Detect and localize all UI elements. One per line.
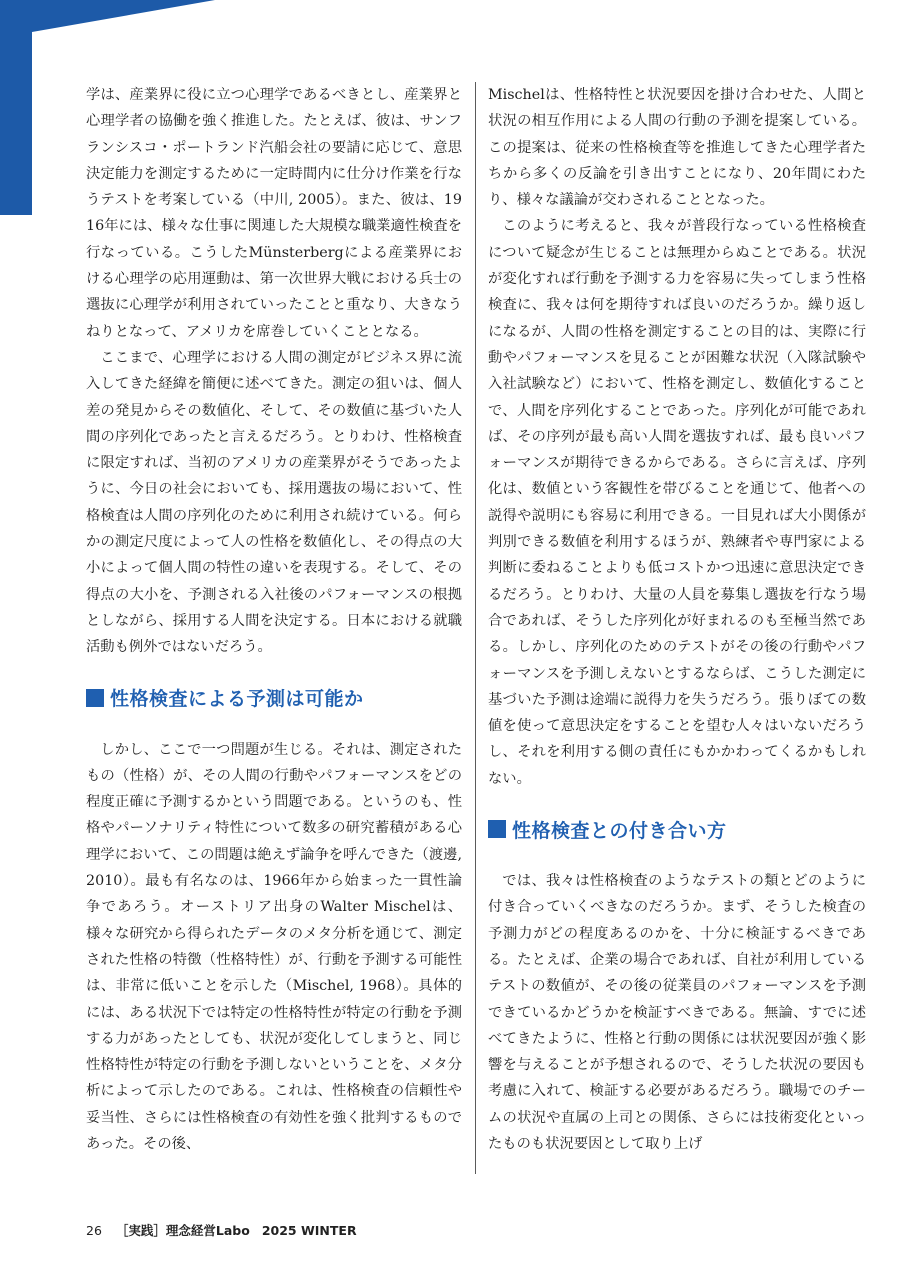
body-paragraph: では、我々は性格検査のようなテストの類とどのように付き合っていくべきなのだろうか。まず、そうした検査の予測力がどの程度あるのかを、十分に検証するべきである。たとえば、企業の場合であれば、自社が利用しているテストの数値が、その後の従業員のパフォーマンスを予測できているかどうかを検証すべきである。無論、すでに述べてきたように、性格と行動の関係には状況要因が強く影響を与えることが予想されるので、そうした状況の要因も考慮に入れて、検証する必要があるだろう。職場でのチームの状況や直属の上司との関係、さらには技術変化といったものも状況要因として取り上げ bbox=[488, 873, 866, 1152]
section-heading bbox=[488, 814, 866, 844]
section-heading-text: 性格検査との付き合い方 bbox=[512, 819, 727, 842]
column-divider bbox=[475, 82, 476, 1174]
issue-season: 2025 WINTER bbox=[261, 1223, 357, 1238]
page-footer bbox=[86, 1221, 357, 1241]
left-column bbox=[86, 82, 462, 1157]
right-column bbox=[488, 82, 866, 1157]
body-paragraph: このように考えると、我々が普段行なっている性格検査について疑念が生じることは無理からぬことである。状況が変化すれば行動を予測する力を容易に失ってしまう性格検査に、我々は何を期待すれば良いのだろうか。繰り返しになるが、人間の性格を測定することの目的は、実際に行動やパフォーマンスを見ることが困難な状況（入隊試験や入社試験など）において、性格を測定し、数値化することで、人間を序列化することであった。序列化が可能であれば、その序列が最も高い人間を選抜すれば、最も良いパフォーマンスが期待できるからである。さらに言えば、序列化は、数値という客観性を帯びることを通じて、他者への説得や説明にも容易に利用できる。一目見れば大小関係が判別できる数値を利用するほうが、熟練者や専門家による判断に委ねることよりも低コストかつ迅速に意思決定できるだろう。とりわけ、大量の人員を募集し選抜を行なう場合であれば、そうした序列化が好まれるのも至極当然である。しかし、序列化のためのテストがその後の行動やパフォーマンスを予測しえないとするならば、こうした測定に基づいた予測は途端に説得力を失うだろう。張りぼての数値を使って意思決定をすることを望む人々はいないだろうし、それを利用する側の責任にもかかわってくるかもしれない。 bbox=[488, 218, 866, 787]
heading-square-icon bbox=[488, 820, 506, 838]
section-heading-text: 性格検査による予測は可能か bbox=[110, 688, 364, 711]
heading-square-icon bbox=[86, 689, 104, 707]
magazine-title: ［実践］理念経営Labo bbox=[115, 1223, 250, 1238]
page-number: 26 bbox=[86, 1223, 102, 1238]
body-paragraph: 学は、産業界に役に立つ心理学であるべきとし、産業界と心理学者の協働を強く推進した。たとえば、彼は、サンフランシスコ・ポートランド汽船会社の要請に応じて、意思決定能力を測定するために一定時間内に仕分け作業を行なうテストを考案している（中川, 2005）。また、彼は、1916年には、様々な仕事に関連した大規模な職業適性検査を行なっている。こうしたMünsterbergによる産業界における心理学の応用運動は、第一次世界大戦における兵士の選抜に心理学が利用されていったことと重なり、大きなうねりとなって、アメリカを席巻していくこととなる。 bbox=[86, 87, 462, 340]
body-paragraph: Mischelは、性格特性と状況要因を掛け合わせた、人間と状況の相互作用による人間の行動の予測を提案している。この提案は、従来の性格検査等を推進してきた心理学者たちから多くの反論を引き出すことになり、20年間にわたり、様々な議論が交わされることとなった。 bbox=[488, 87, 866, 209]
body-paragraph: ここまで、心理学における人間の測定がビジネス界に流入してきた経緯を簡便に述べてきた。測定の狙いは、個人差の発見からその数値化、そして、その数値に基づいた人間の序列化であったと言えるだろう。とりわけ、性格検査に限定すれば、当初のアメリカの産業界がそうであったように、今日の社会においても、採用選抜の場において、性格検査は人間の序列化のために利用され続けている。何らかの測定尺度によって人の性格を数値化し、その得点の大小によって個人間の特性の違いを表現する。そして、その得点の大小を、予測される入社後のパフォーマンスの根拠としながら、採用する人間を決定する。日本における就職活動も例外ではないだろう。 bbox=[86, 349, 462, 656]
section-heading bbox=[86, 683, 462, 713]
body-paragraph: しかし、ここで一つ問題が生じる。それは、測定されたもの（性格）が、その人間の行動やパフォーマンスをどの程度正確に予測するかという問題である。というのも、性格やパーソナリティ特性について数多の研究蓄積がある心理学において、この問題は絶えず論争を呼んできた（渡邊, 2010）。最も有名なのは、1966年から始まった一貫性論争であろう。オーストリア出身のWalter Mischelは、様々な研究から得られたデータのメタ分析を通じて、測定された性格の特徴（性格特性）が、行動を予測する可能性は、非常に低いことを示した（Mischel, 1968）。具体的には、ある状況下では特定の性格特性が特定の行動を予測する力があったとしても、状況が変化してしまうと、同じ性格特性が特定の行動を予測しないということを、メタ分析によって示したのである。これは、性格検査の信頼性や妥当性、さらには性格検査の有効性を強く批判するものであった。その後、 bbox=[86, 741, 462, 1152]
